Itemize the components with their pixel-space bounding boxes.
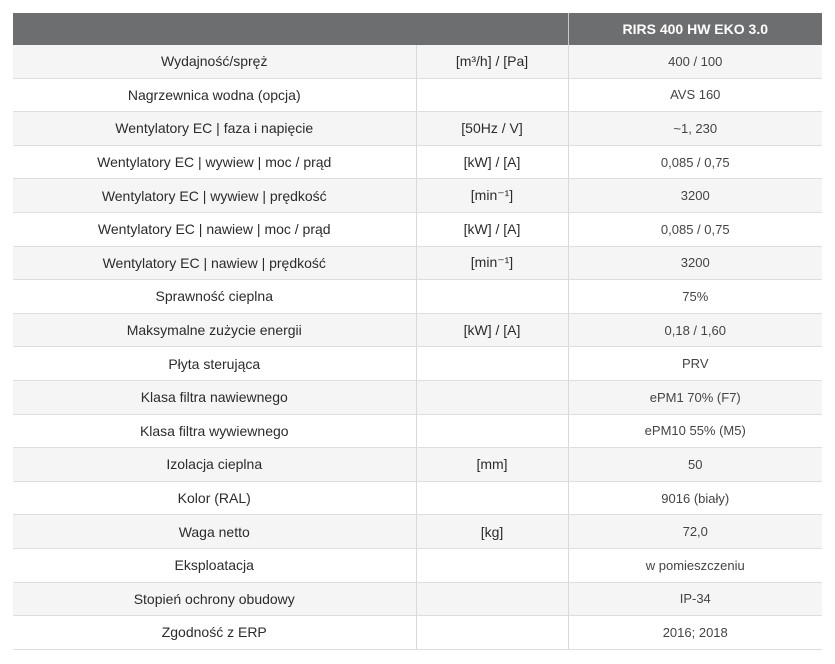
table-row	[13, 347, 822, 381]
row-parameter: Nagrzewnica wodna (opcja)	[13, 78, 416, 112]
row-unit	[416, 414, 568, 448]
row-parameter: Sprawność cieplna	[13, 280, 416, 314]
row-value: ePM1 70% (F7)	[568, 380, 822, 414]
row-value: 400 / 100	[568, 45, 822, 78]
table-row	[13, 45, 822, 78]
row-unit	[416, 78, 568, 112]
row-unit	[416, 582, 568, 616]
row-value: 9016 (biały)	[568, 481, 822, 515]
row-unit	[416, 347, 568, 381]
row-parameter: Eksploatacja	[13, 548, 416, 582]
row-unit	[416, 481, 568, 515]
row-parameter: Wentylatory EC | wywiew | moc / prąd	[13, 145, 416, 179]
row-parameter: Klasa filtra nawiewnego	[13, 380, 416, 414]
row-parameter: Waga netto	[13, 515, 416, 549]
table-row	[13, 112, 822, 146]
row-parameter: Wentylatory EC | nawiew | prędkość	[13, 246, 416, 280]
row-parameter: Izolacja cieplna	[13, 448, 416, 482]
table-row	[13, 246, 822, 280]
row-parameter: Stopień ochrony obudowy	[13, 582, 416, 616]
table-row	[13, 414, 822, 448]
header-model: RIRS 400 HW EKO 3.0	[568, 13, 822, 45]
table-row	[13, 481, 822, 515]
row-unit: [min⁻¹]	[416, 246, 568, 280]
table-body	[13, 45, 822, 649]
row-unit: [mm]	[416, 448, 568, 482]
row-parameter: Płyta sterująca	[13, 347, 416, 381]
header-unit	[416, 13, 568, 45]
spec-table	[13, 13, 822, 650]
row-value: 3200	[568, 179, 822, 213]
table-row	[13, 582, 822, 616]
table-row	[13, 616, 822, 650]
row-value: IP-34	[568, 582, 822, 616]
row-value: 75%	[568, 280, 822, 314]
table-row	[13, 78, 822, 112]
table-row	[13, 515, 822, 549]
row-value: ~1, 230	[568, 112, 822, 146]
row-unit: [kW] / [A]	[416, 145, 568, 179]
row-value: w pomieszczeniu	[568, 548, 822, 582]
row-value: 2016; 2018	[568, 616, 822, 650]
row-parameter: Klasa filtra wywiewnego	[13, 414, 416, 448]
row-value: 72,0	[568, 515, 822, 549]
table-row	[13, 280, 822, 314]
row-parameter: Zgodność z ERP	[13, 616, 416, 650]
row-unit: [kW] / [A]	[416, 313, 568, 347]
row-unit	[416, 548, 568, 582]
table-row	[13, 448, 822, 482]
row-value: ePM10 55% (M5)	[568, 414, 822, 448]
table-header-row	[13, 13, 822, 45]
row-unit	[416, 380, 568, 414]
table-row	[13, 179, 822, 213]
table-row	[13, 313, 822, 347]
row-value: 0,18 / 1,60	[568, 313, 822, 347]
row-value: 3200	[568, 246, 822, 280]
row-unit: [kg]	[416, 515, 568, 549]
row-value: PRV	[568, 347, 822, 381]
row-parameter: Kolor (RAL)	[13, 481, 416, 515]
row-parameter: Maksymalne zużycie energii	[13, 313, 416, 347]
row-value: AVS 160	[568, 78, 822, 112]
table-row	[13, 380, 822, 414]
table-row	[13, 145, 822, 179]
row-parameter: Wentylatory EC | nawiew | moc / prąd	[13, 212, 416, 246]
row-parameter: Wentylatory EC | faza i napięcie	[13, 112, 416, 146]
row-unit: [m³/h] / [Pa]	[416, 45, 568, 78]
row-parameter: Wydajność/spręż	[13, 45, 416, 78]
table-row	[13, 548, 822, 582]
row-parameter: Wentylatory EC | wywiew | prędkość	[13, 179, 416, 213]
row-unit	[416, 616, 568, 650]
row-unit: [min⁻¹]	[416, 179, 568, 213]
row-value: 0,085 / 0,75	[568, 212, 822, 246]
row-value: 0,085 / 0,75	[568, 145, 822, 179]
header-parameter	[13, 13, 416, 45]
row-unit	[416, 280, 568, 314]
row-value: 50	[568, 448, 822, 482]
row-unit: [50Hz / V]	[416, 112, 568, 146]
row-unit: [kW] / [A]	[416, 212, 568, 246]
table-row	[13, 212, 822, 246]
